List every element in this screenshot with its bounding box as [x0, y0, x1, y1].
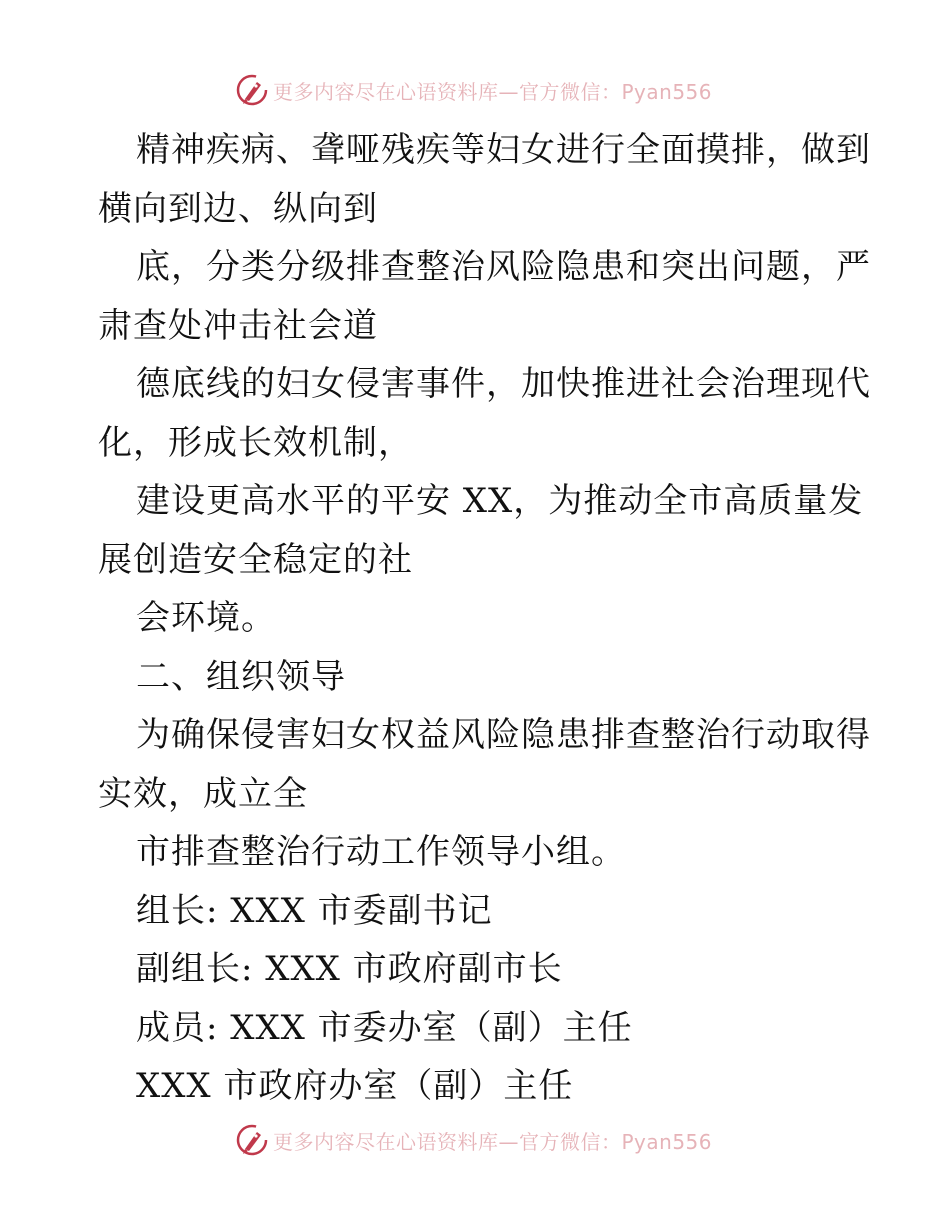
paragraph-line: 化，形成长效机制， [98, 422, 413, 463]
paragraph-line: 肃查处冲击社会道 [98, 305, 378, 346]
paragraph-line: 为确保侵害妇女权益风险隐患排查整治行动取得 [136, 715, 871, 755]
member-line: 成员: XXX 市委办室（副）主任 [136, 1007, 633, 1048]
paragraph-line: 底，分类分级排查整治风险隐患和突出问题，严 [136, 247, 871, 287]
section-heading: 二、组织领导 [136, 656, 346, 697]
paragraph-line: 横向到边、纵向到 [98, 188, 378, 229]
pen-nib-logo-icon [235, 1123, 269, 1157]
watermark-text: 更多内容尽在心语资料库—官方微信：Pyan556 [273, 79, 713, 104]
watermark-text: 更多内容尽在心语资料库—官方微信：Pyan556 [273, 1129, 713, 1154]
paragraph-line: 精神疾病、聋哑残疾等妇女进行全面摸排，做到 [136, 130, 871, 170]
paragraph-line: 建设更高水平的平安 XX，为推动全市高质量发 [136, 481, 864, 521]
header-watermark [0, 70, 950, 110]
member-line: 组长: XXX 市委副书记 [136, 890, 493, 931]
paragraph-line: 市排查整治行动工作领导小组。 [136, 832, 626, 872]
member-line: XXX 市政府办室（副）主任 [136, 1066, 574, 1106]
paragraph-line: 德底线的妇女侵害事件，加快推进社会治理现代 [136, 364, 871, 404]
pen-nib-logo-icon [235, 73, 269, 107]
paragraph-line: 会环境。 [136, 598, 276, 638]
document-body [98, 121, 871, 1116]
paragraph-line: 展创造安全稳定的社 [98, 539, 413, 580]
footer-watermark [0, 1120, 950, 1160]
paragraph-line: 实效，成立全 [98, 773, 308, 814]
member-line: 副组长: XXX 市政府副市长 [136, 949, 563, 989]
